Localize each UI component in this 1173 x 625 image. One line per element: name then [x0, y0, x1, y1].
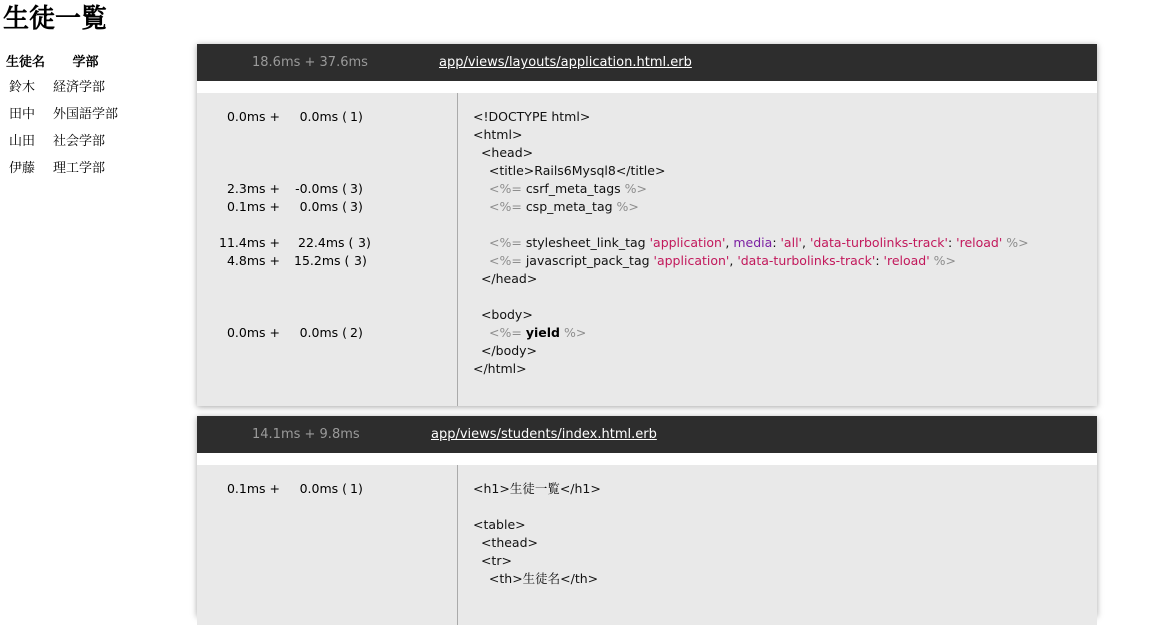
source-line: <h1>生徒一覧</h1> [473, 481, 601, 496]
render-time: 0.1ms + [226, 481, 280, 496]
erb-open-tag: <%= [489, 199, 522, 214]
line-timing [197, 108, 447, 126]
table-row [2, 126, 122, 153]
line-timing [197, 324, 447, 342]
string-literal: 'reload' [883, 253, 930, 268]
source-line [489, 180, 647, 198]
line-timing [197, 234, 447, 252]
source-line: <html> [473, 127, 523, 142]
string-literal: 'data-turbolinks-track' [809, 235, 948, 250]
call-count: 3) [358, 235, 371, 250]
erb-close-tag: %> [563, 325, 587, 340]
panel-spacer [197, 81, 1097, 93]
column-header-faculty: 学部 [72, 54, 99, 70]
erb-open-tag: <%= [489, 253, 522, 268]
student-faculty: 社会学部 [53, 134, 106, 149]
student-faculty: 経済学部 [53, 80, 106, 95]
alloc-time: 22.4ms ( [298, 235, 354, 250]
table-row [2, 153, 122, 180]
source-line: <tr> [473, 553, 512, 568]
table-row [2, 72, 122, 99]
source-code: csp_meta_tag [525, 199, 613, 214]
source-line: <title>Rails6Mysql8</title> [473, 163, 666, 178]
source-code: yield [525, 325, 560, 340]
alloc-time: 0.0ms ( [299, 109, 347, 124]
source-line: <%= javascript_pack_tag 'application', 'data-turbolinks-track': 'reload' %> [489, 253, 957, 268]
panel-total-timing: 18.6ms + 37.6ms [252, 55, 368, 70]
string-literal: 'application' [649, 235, 726, 250]
source-line: <head> [473, 145, 534, 160]
alloc-time: 0.0ms ( [299, 325, 347, 340]
source-line: </head> [473, 271, 538, 286]
profiler-panel-body [197, 93, 1097, 406]
alloc-time: -0.0ms ( [295, 181, 347, 196]
symbol-key: media [733, 235, 773, 250]
column-header-name: 生徒名 [6, 54, 46, 70]
source-line [489, 198, 639, 216]
profiler-panel-body [197, 465, 1097, 625]
panel-spacer [197, 453, 1097, 465]
alloc-time: 0.0ms ( [299, 199, 347, 214]
panel-total-timing: 14.1ms + 9.8ms [252, 427, 360, 442]
source-line: </html> [473, 361, 527, 376]
student-faculty: 理工学部 [53, 161, 106, 176]
source-line: <thead> [473, 535, 539, 550]
call-count: 3) [350, 199, 363, 214]
student-name: 伊藤 [9, 161, 36, 176]
call-count: 1) [350, 109, 363, 124]
render-time: 0.0ms + [226, 325, 280, 340]
template-path-link[interactable]: app/views/layouts/application.html.erb [439, 55, 692, 70]
erb-close-tag: %> [616, 199, 639, 214]
column-divider [457, 93, 458, 406]
student-faculty: 外国語学部 [53, 107, 119, 122]
profiler-panel-layout [197, 44, 1097, 406]
student-name: 山田 [9, 134, 36, 149]
source-code: javascript_pack_tag [525, 253, 650, 268]
render-time: 11.4ms + [219, 235, 280, 250]
render-time: 0.1ms + [226, 199, 280, 214]
string-literal: 'data-turbolinks-track' [737, 253, 876, 268]
table-row [2, 99, 122, 126]
alloc-time: 15.2ms ( [294, 253, 350, 268]
template-path-link[interactable]: app/views/students/index.html.erb [431, 427, 657, 442]
string-literal: 'application' [653, 253, 730, 268]
student-name: 田中 [9, 107, 36, 122]
page-title: 生徒一覧 [3, 4, 108, 34]
alloc-time: 0.0ms ( [299, 481, 347, 496]
call-count: 3) [350, 181, 363, 196]
call-count: 2) [350, 325, 363, 340]
line-timing [197, 480, 447, 498]
profiler-panel-header [197, 416, 1097, 453]
erb-open-tag: <%= [489, 325, 522, 340]
erb-close-tag: %> [1006, 235, 1029, 250]
students-table [2, 48, 122, 180]
erb-open-tag: <%= [489, 181, 522, 196]
render-time: 4.8ms + [226, 253, 280, 268]
line-timing [197, 198, 447, 216]
string-literal: 'reload' [956, 235, 1003, 250]
erb-close-tag: %> [624, 181, 648, 196]
source-code: stylesheet_link_tag [525, 235, 646, 250]
line-timing [197, 252, 447, 270]
source-line: <th>生徒名</th> [473, 571, 599, 586]
profiler-panel-index [197, 416, 1097, 616]
source-line: <!DOCTYPE html> [473, 109, 591, 124]
column-divider [457, 465, 458, 625]
call-count: 1) [350, 481, 363, 496]
source-line: <body> [473, 307, 533, 322]
source-code: csrf_meta_tags [525, 181, 621, 196]
source-line: <table> [473, 517, 526, 532]
profiler-panel-header [197, 44, 1097, 81]
string-literal: 'all' [780, 235, 802, 250]
render-time: 0.0ms + [226, 109, 280, 124]
erb-open-tag: <%= [489, 235, 522, 250]
student-name: 鈴木 [9, 80, 36, 95]
source-line [489, 324, 586, 342]
erb-close-tag: %> [933, 253, 957, 268]
table-header-row [2, 48, 122, 72]
call-count: 3) [354, 253, 367, 268]
source-line: <%= stylesheet_link_tag 'application', media: 'all', 'data-turbolinks-track': 'reload' %> [489, 235, 1029, 250]
line-timing [197, 180, 447, 198]
source-line: </body> [473, 343, 538, 358]
render-time: 2.3ms + [226, 181, 280, 196]
